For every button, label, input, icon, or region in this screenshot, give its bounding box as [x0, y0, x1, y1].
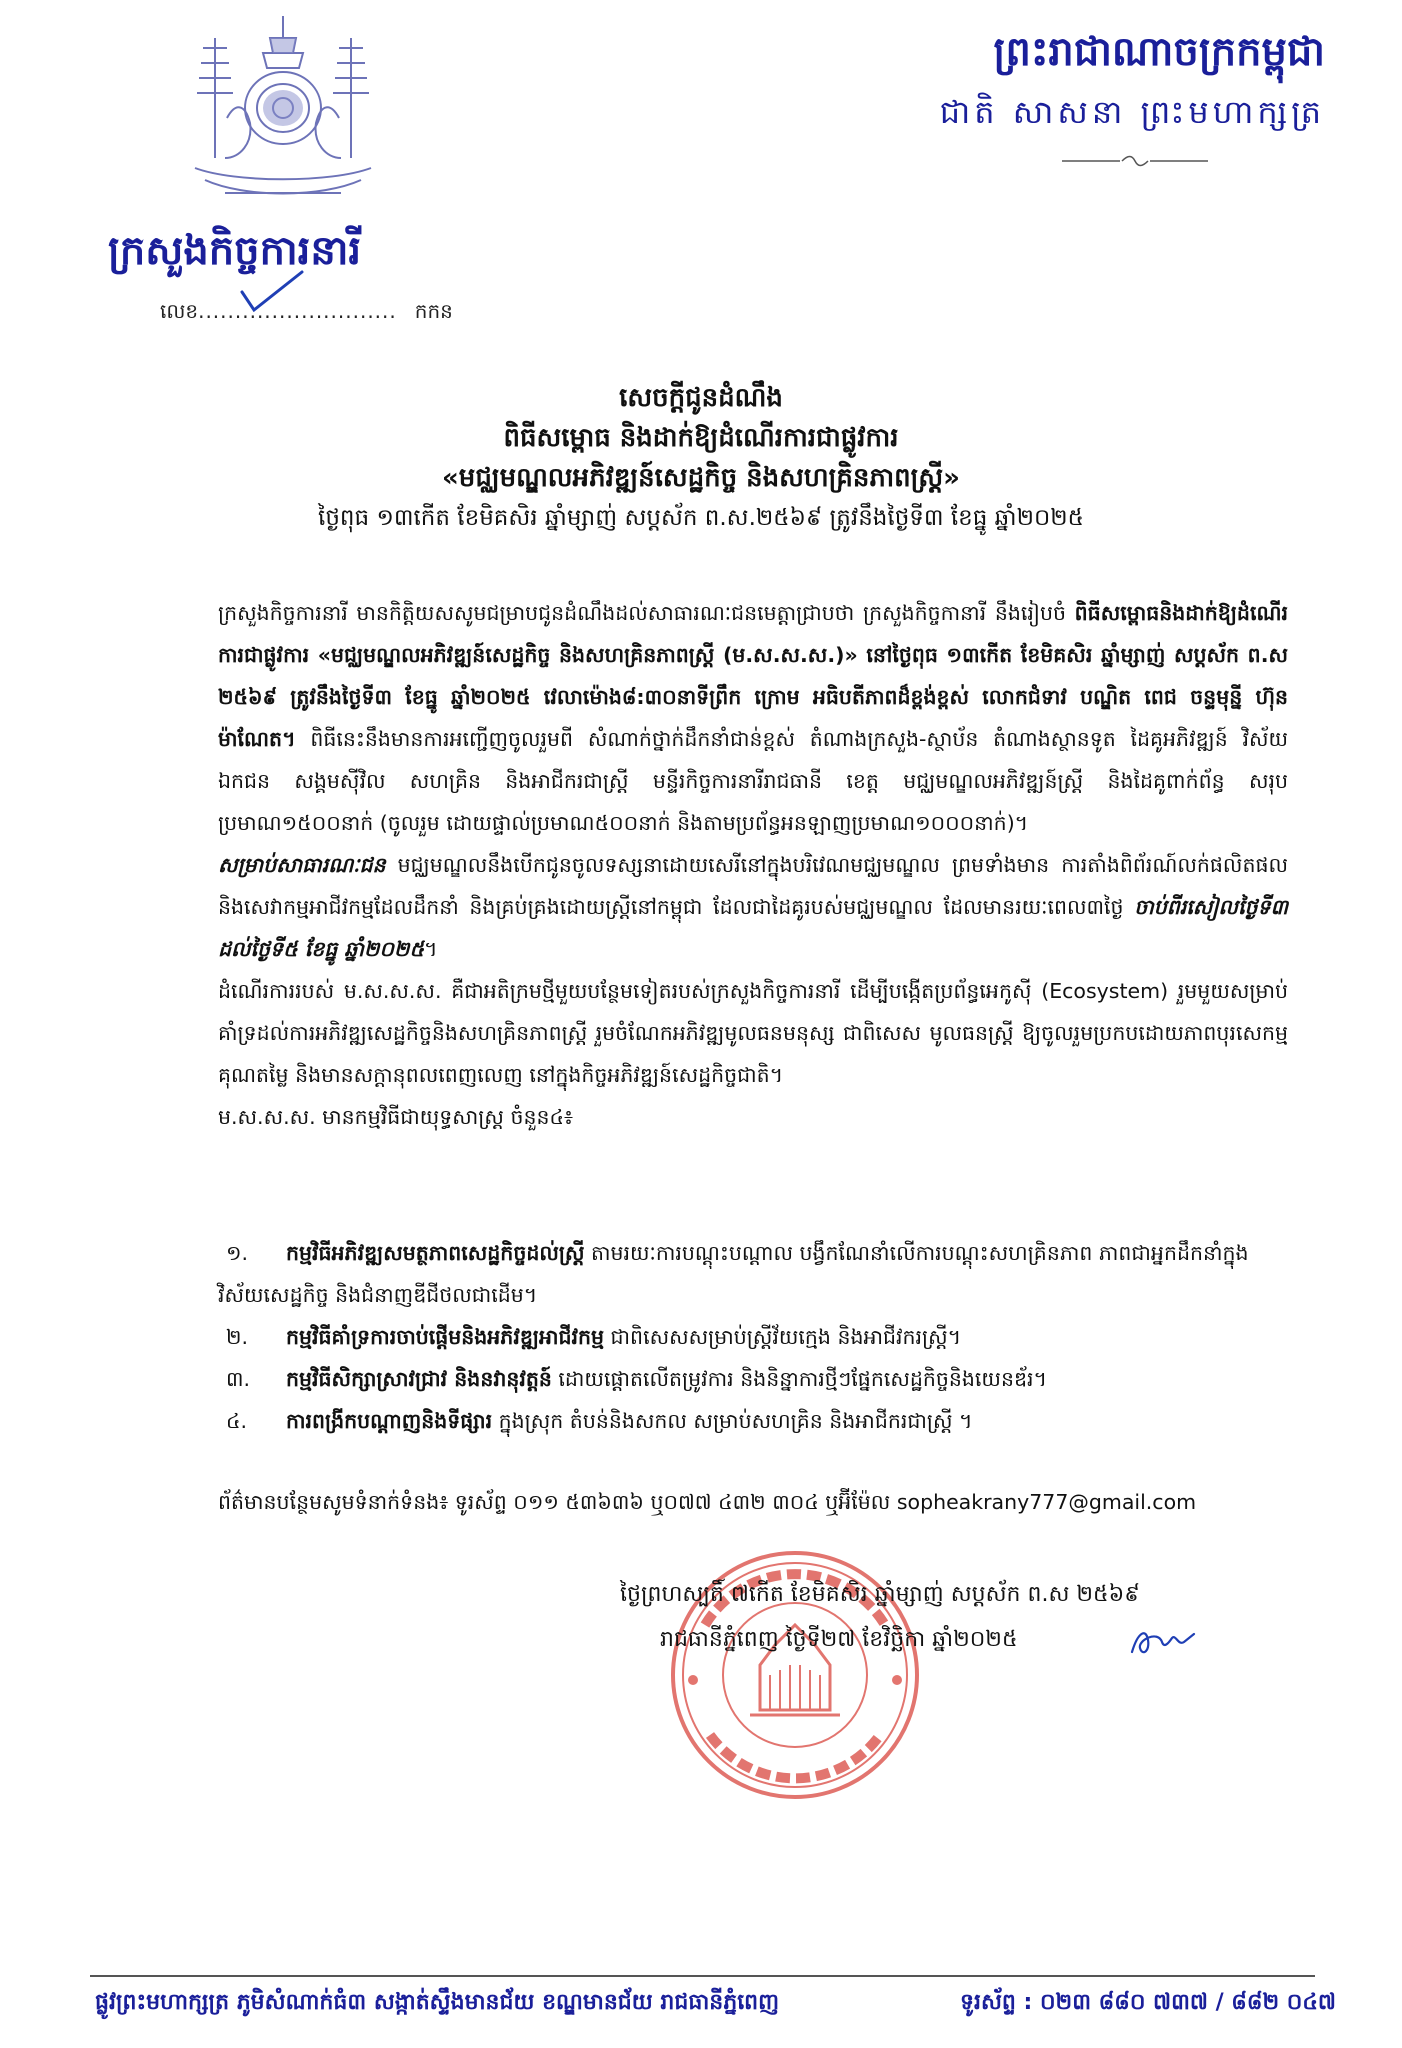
- p2-dates: ចាប់ពីរសៀលថ្ងៃទី៣ ដល់ថ្ងៃទី៥ ខែធ្នូ ឆ្នាំ២០២៥: [218, 895, 1288, 961]
- signature-icon: [1128, 1622, 1198, 1660]
- list-item-text: ជាពិសេសសម្រាប់ស្ត្រីវ័យក្មេង និងអាជីវករស្ត្រី។: [604, 1325, 962, 1349]
- list-item: [218, 1400, 1288, 1442]
- p1-intro: ក្រសួងកិច្ចការនារី មានកិត្តិយសសូមជម្រាបជូនដំណឹងដល់សាធារណៈជនមេត្តាជ្រាបថា ក្រសួងកិច្ចកានារី នឹងរៀបចំ: [218, 601, 1067, 625]
- ref-label: លេខ: [160, 299, 199, 323]
- paragraph-4: ម.ស.ស.ស. មានកម្មវិធីជាយុទ្ធសាស្ត្រ ចំនួន៤៖: [218, 1105, 574, 1129]
- list-item: [218, 1232, 1288, 1316]
- kingdom-title: ព្រះរាជាណាចក្រកម្ពុជា: [993, 28, 1325, 75]
- p2-lead: សម្រាប់សាធារណៈជន: [218, 853, 386, 877]
- notice-body: [218, 592, 1288, 1138]
- royal-coat-of-arms-icon: [165, 8, 401, 213]
- p1-event-details: ពិធីសម្ពោធនិងដាក់ឱ្យដំណើរការជាផ្លូវការ «មជ្ឈមណ្ឌលអភិវឌ្ឍន៍សេដ្ឋកិច្ច និងសហគ្រិនភាពស្ត្រី (ម.ស.ស.ស.)» នៅថ្ងៃពុធ ១៣កើត ខែមិគសិរ ឆ្នាំម្សាញ់ សប្តស័ក ព.ស ២៥៦៩ ត្រូវនឹងថ្ងៃទី៣ ខែធ្នូ ឆ្នាំ២០២៥ វេលាម៉ោង៨:៣០នាទីព្រឹក ក្រោម អធិបតីភាពដ៏ខ្ពង់ខ្ពស់ លោកជំទាវ បណ្ឌិត ពេជ ចន្ទមុន្នី ហ៊ុនម៉ាណែត។: [218, 601, 1288, 751]
- list-number: ២.: [226, 1325, 249, 1349]
- ministry-name: ក្រសួងកិច្ចការនារី: [108, 227, 362, 274]
- paragraph-3: ដំណើរការរបស់ ម.ស.ស.ស. គឺជាអតិក្រមថ្មីមួយបន្ថែមទៀតរបស់ក្រសួងកិច្ចការនារី ដើម្បីបង្កើតប្រព័ន្ធអេកូស៊ី (Ecosystem) រួមមួយសម្រាប់គាំទ្រដល់ការអភិវឌ្ឍសេដ្ឋកិច្ចនិងសហគ្រិនភាពស្ត្រី រួមចំណែកអភិវឌ្ឍមូលធនមនុស្ស ជាពិសេស មូលធនស្ត្រី ឱ្យចូលរួមប្រកបដោយភាពបុរសេកម្ម គុណតម្លៃ និងមានសក្តានុពលពេញលេញ នៅក្នុងកិច្ចអភិវឌ្ឍន៍សេដ្ឋកិច្ចជាតិ។: [218, 979, 1288, 1087]
- p1-attendance: ពិធីនេះនឹងមានការអញ្ជើញចូលរួមពី សំណាក់ថ្នាក់ដឹកនាំជាន់ខ្ពស់ តំណាងក្រសួង-ស្ថាប័ន តំណាងស្ថានទូត ដៃគូអភិវឌ្ឍន៍ វិស័យឯកជន សង្គមស៊ីវិល សហគ្រិន និងអាជីករជាស្ត្រី មន្ទីរកិច្ចការនារីរាជធានី ខេត្ត មជ្ឈមណ្ឌលអភិវឌ្ឍន៍ស្ត្រី និងដៃគូពាក់ព័ន្ធ សរុបប្រមាណ១៥០០នាក់ (ចូលរួម ដោយផ្ទាល់ប្រមាណ៥០០នាក់ និងតាមប្រព័ន្ធអនឡាញប្រមាណ១០០០នាក់)។: [218, 727, 1288, 835]
- motto-ornament-icon: [1060, 152, 1210, 164]
- list-item-text: តាមរយៈការបណ្តុះបណ្តាល បង្វឹកណែនាំលើការបណ្តុះសហគ្រិនភាព ភាពជាអ្នកដឹកនាំក្នុងវិស័យសេដ្ឋកិច្ច និងជំនាញឌីជីថលជាដើម។: [218, 1241, 1249, 1307]
- list-item-title: កម្មវិធីអភិវឌ្ឍសមត្ថភាពសេដ្ឋកិច្ចដល់ស្ត្រី: [286, 1241, 585, 1265]
- list-item-title: កម្មវិធីសិក្សាស្រាវជ្រាវ និងនវានុវត្តន៍: [286, 1367, 552, 1391]
- check-mark-icon: [238, 270, 308, 320]
- list-item-text: ក្នុងស្រុក តំបន់និងសកល សម្រាប់សហគ្រិន និងអាជីករជាស្ត្រី ។: [492, 1409, 973, 1433]
- list-number: ៣.: [226, 1367, 251, 1391]
- footer-divider: [90, 1975, 1315, 1977]
- paragraph-2: [218, 844, 1288, 970]
- ref-suffix: កកន: [414, 299, 453, 323]
- list-item: [218, 1358, 1288, 1400]
- p2-end: ។: [423, 937, 438, 961]
- footer-address: ផ្លូវព្រះមហាក្សត្រ ភូមិសំណាក់ធំ៣ សង្កាត់ស្ទឹងមានជ័យ ខណ្ឌមានជ័យ រាជធានីភ្នំពេញ: [95, 1990, 780, 2015]
- footer-phone: ទូរស័ព្ទ : ០២៣ ៨៨០ ៧៣៧ / ៨៨២ ០៤៧: [960, 1990, 1336, 2015]
- list-number: ៤.: [226, 1409, 248, 1433]
- document-title-block: [100, 378, 1302, 538]
- list-item-text: ដោយផ្តោតលើតម្រូវការ និងនិន្នាការថ្មីៗផ្នែកសេដ្ឋកិច្ចនិងយេនឌ័រ។: [551, 1367, 1047, 1391]
- list-number: ១.: [226, 1241, 249, 1265]
- ceremony-title: ពិធីសម្ពោធ និងដាក់ឱ្យដំណើរការជាផ្លូវការ: [503, 423, 899, 453]
- list-item: [218, 1316, 1288, 1358]
- paragraph-1: [218, 592, 1288, 844]
- reference-number-line: [160, 298, 460, 328]
- ceremony-date: ថ្ងៃពុធ ១៣កើត ខែមិគសិរ ឆ្នាំម្សាញ់ សប្តស័ក ព.ស.២៥៦៩ ត្រូវនឹងថ្ងៃទី៣ ខែធ្នូ ឆ្នាំ២០២៥: [318, 505, 1084, 531]
- list-item-title: កម្មវិធីគាំទ្រការចាប់ផ្តើមនិងអភិវឌ្ឍអាជីវកម្ម: [286, 1325, 605, 1349]
- p2-text: មជ្ឈមណ្ឌលនឹងបើកជូនចូលទស្សនាដោយសេរីនៅក្នុងបរិវេណមជ្ឈមណ្ឌល ព្រមទាំងមាន ការតាំងពិព័រណ៍លក់ផលិតផល និងសេវាកម្មអាជីវកម្មដែលដឹកនាំ និងគ្រប់គ្រងដោយស្ត្រីនៅកម្ពុជា ដែលជាដៃគូរបស់មជ្ឈមណ្ឌល ដែលមានរយៈពេល៣ថ្ងៃ: [218, 853, 1288, 919]
- center-name: «មជ្ឈមណ្ឌលអភិវឌ្ឍន៍សេដ្ឋកិច្ច និងសហគ្រិនភាពស្ត្រី»: [442, 463, 960, 493]
- solar-date: រាជធានីភ្នំពេញ ថ្ងៃទី២៧ ខែវិច្ឆិកា ឆ្នាំ២០២៥: [660, 1627, 1018, 1652]
- lunar-date: ថ្ងៃព្រហស្បតិ៍ ៧កើត ខែមិគសិរ ឆ្នាំម្សាញ់ សប្តស័ក ព.ស ២៥៦៩: [620, 1582, 1140, 1607]
- notice-title: សេចក្តីជូនដំណឹង: [619, 383, 783, 413]
- contact-info: ព័ត៌មានបន្ថែមសូមទំនាក់ទំនង៖ ទូរស័ព្ទ ០១១ ៥៣៦៣៦ ឬ០៧៧ ៤៣២ ៣០៤ ឬអ៊ីម៉ែល sopheakrany777@gmail.com: [218, 1490, 1197, 1514]
- ref-dots: ...........................: [198, 299, 397, 323]
- list-item-title: ការពង្រីកបណ្តាញនិងទីផ្សារ: [286, 1409, 493, 1433]
- program-list: [218, 1232, 1288, 1442]
- national-motto: ជាតិ សាសនា ព្រះមហាក្សត្រ: [939, 93, 1325, 131]
